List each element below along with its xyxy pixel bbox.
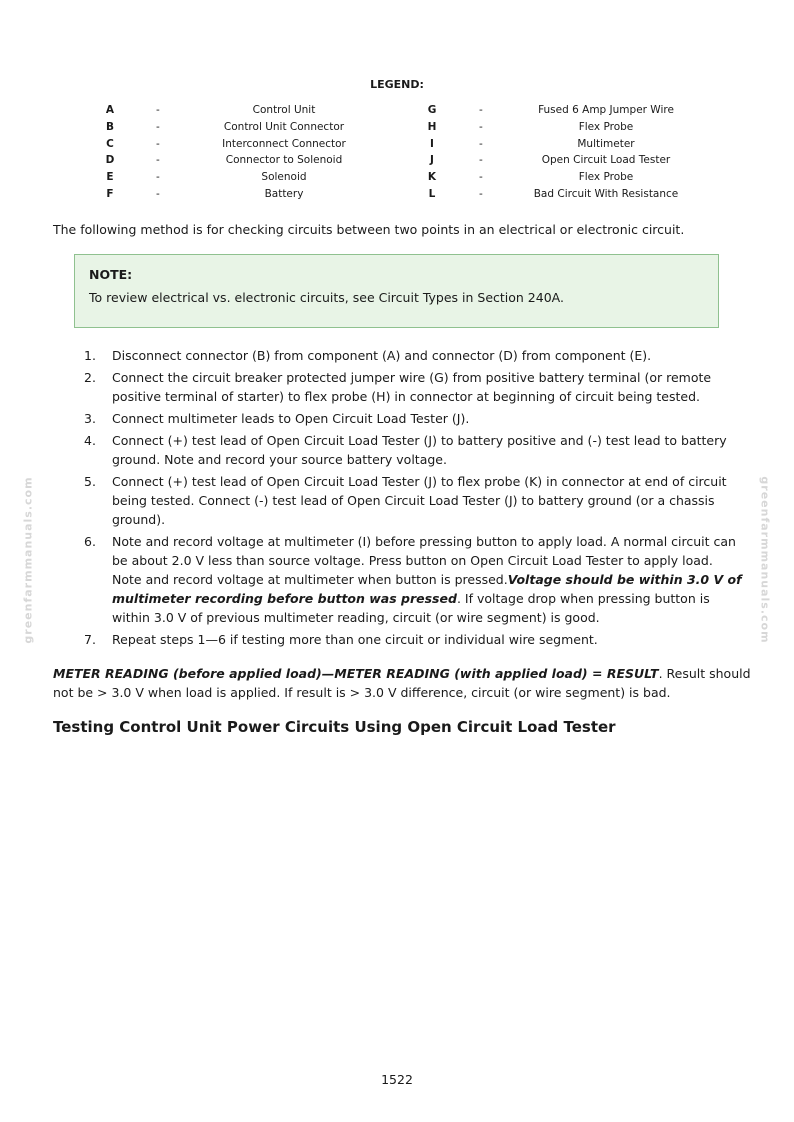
legend-value: Interconnect Connector: [222, 137, 346, 150]
step-text: Disconnect connector (B) from component (A) and connector (D) from component (E).: [112, 348, 652, 363]
step-item: [84, 472, 744, 529]
legend-key: K: [427, 171, 437, 184]
step-item: [84, 431, 744, 469]
step-number: 4.: [84, 433, 96, 448]
step-number: 1.: [84, 348, 96, 363]
legend-key: H: [427, 120, 437, 133]
watermark-right: greenfarmmanuals.com: [758, 476, 772, 644]
legend-value: Control Unit: [252, 104, 316, 116]
result-formula: METER READING (before applied load)—METER READING (with applied load) = RESULT: [53, 666, 659, 681]
step-text: Connect (+) test lead of Open Circuit Load Tester (J) to battery positive and (-) test lead to battery ground. Note and record your source battery voltage.: [112, 433, 727, 467]
legend-key: E: [106, 171, 114, 184]
step-item: [84, 630, 744, 649]
step-item: [84, 409, 744, 428]
watermark-left: greenfarmmanuals.com: [21, 476, 35, 644]
legend-dash: -: [479, 104, 483, 116]
legend-dash: -: [156, 171, 160, 184]
legend-value: Flex Probe: [578, 120, 634, 133]
legend-dash: -: [479, 187, 483, 200]
legend-dash: -: [479, 171, 483, 184]
intro-paragraph: The following method is for checking circuits between two points in an electrical or electronic circuit.: [53, 222, 685, 237]
note-text: To review electrical vs. electronic circuits, see Circuit Types in Section 240A.: [89, 290, 564, 305]
legend-key: D: [105, 154, 115, 167]
legend-dash: -: [156, 120, 160, 133]
legend-value: Open Circuit Load Tester: [541, 154, 671, 167]
step-text: Repeat steps 1—6 if testing more than one circuit or individual wire segment.: [112, 632, 598, 647]
step-item: [84, 346, 744, 365]
step-item: [84, 368, 744, 406]
result-paragraph: [53, 664, 753, 702]
legend-key: C: [106, 137, 114, 150]
page-number: 1522: [381, 1072, 413, 1087]
legend-key: G: [427, 104, 437, 116]
legend-dash: -: [479, 154, 483, 167]
procedure-steps: [84, 346, 744, 652]
legend-dash: -: [479, 137, 483, 150]
step-text: [112, 534, 742, 625]
legend-value: Fused 6 Amp Jumper Wire: [538, 104, 674, 116]
legend-key: J: [430, 154, 434, 167]
note-title: NOTE:: [89, 267, 133, 282]
note-box: [74, 254, 719, 328]
legend-dash: -: [156, 104, 160, 116]
legend-key: L: [428, 187, 436, 200]
legend-dash: -: [156, 137, 160, 150]
step-number: 3.: [84, 411, 96, 426]
legend-key: A: [105, 104, 115, 116]
step-text-part: Note and record voltage at multimeter (I) before pressing button to apply load. A normal circuit can be about 2.0 V less than source voltage. Press button on Open Circuit Load Tester to apply load. Note and record voltage at multimeter when button is pressed.: [112, 534, 736, 587]
step-text: Connect the circuit breaker protected jumper wire (G) from positive battery terminal (or remote positive terminal of starter) to flex probe (H) in connector at beginning of circuit being tested.: [112, 370, 712, 404]
legend-key: F: [106, 187, 114, 200]
step-emphasis: Voltage should be within 3.0 V of multimeter recording before button was pressed: [112, 572, 742, 606]
legend-key: B: [105, 120, 114, 133]
legend-value: Solenoid: [261, 171, 307, 184]
legend-row: [0, 121, 794, 138]
legend-value: Control Unit Connector: [223, 120, 345, 133]
legend-row: [0, 154, 794, 171]
step-number: 6.: [84, 534, 96, 549]
legend-dash: -: [479, 120, 483, 133]
legend-value: Bad Circuit With Resistance: [533, 187, 679, 200]
legend-table: [0, 104, 794, 205]
step-text-part: . If voltage drop when pressing button is within 3.0 V of previous multimeter reading, circuit (or wire segment) is good.: [112, 591, 710, 625]
legend-row: [0, 104, 794, 121]
step-number: 2.: [84, 370, 96, 385]
step-item: [84, 532, 744, 627]
step-text: Connect multimeter leads to Open Circuit Load Tester (J).: [112, 411, 470, 426]
step-number: 7.: [84, 632, 96, 647]
legend-row: [0, 138, 794, 155]
legend-key: I: [430, 137, 434, 150]
legend-value: Battery: [264, 187, 304, 200]
legend-value: Connector to Solenoid: [225, 154, 343, 167]
legend-row: [0, 171, 794, 188]
legend-value: Multimeter: [577, 137, 635, 150]
step-text: Connect (+) test lead of Open Circuit Load Tester (J) to flex probe (K) in connector at end of circuit being tested. Connect (-) test lead of Open Circuit Load Tester (J) to battery ground (or a chassis ground).: [112, 474, 727, 527]
legend-row: [0, 188, 794, 205]
legend-dash: -: [156, 154, 160, 167]
legend-title: LEGEND:: [370, 78, 424, 91]
step-number: 5.: [84, 474, 96, 489]
legend-value: Flex Probe: [578, 171, 634, 184]
section-heading: Testing Control Unit Power Circuits Using Open Circuit Load Tester: [53, 718, 616, 736]
result-text: . Result should not be > 3.0 V when load is applied. If result is > 3.0 V difference, circuit (or wire segment) is bad.: [53, 666, 751, 700]
legend-dash: -: [156, 187, 160, 200]
